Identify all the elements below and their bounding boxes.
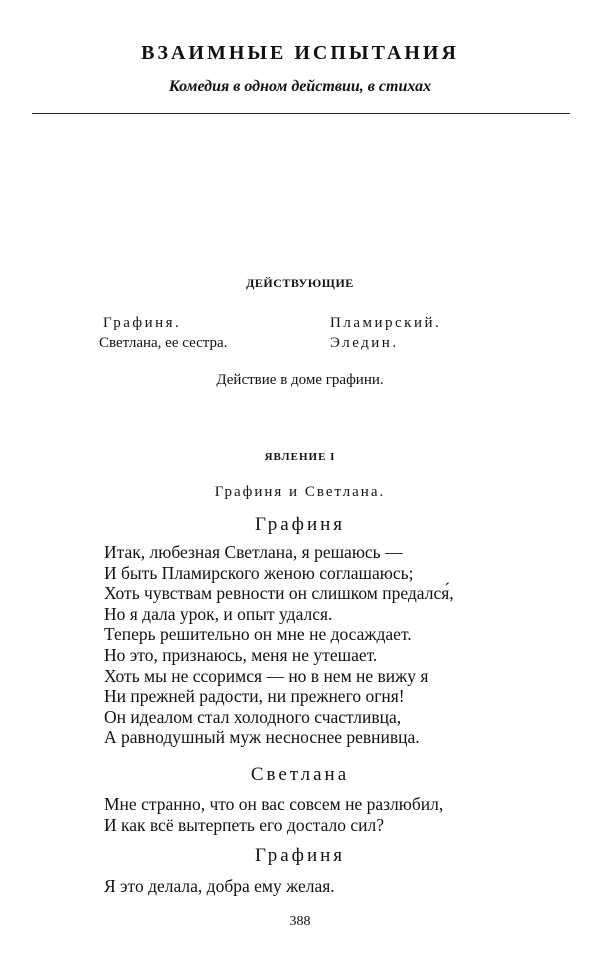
verse-line: И быть Пламирского женою соглашаюсь; — [104, 562, 414, 583]
setting-note: Действие в доме графини. — [216, 372, 384, 388]
stage-direction: Графиня и Светлана. — [214, 484, 386, 500]
verse-line: Но это, признаюсь, меня не утешает. — [104, 644, 378, 665]
cast-member: Эледин. — [330, 335, 399, 351]
speaker-name: Графиня — [254, 845, 346, 866]
page-number: 388 — [289, 914, 311, 929]
verse-block — [104, 542, 584, 748]
scene-heading: ЯВЛЕНИЕ I — [264, 451, 336, 463]
cast-member: Пламирский. — [330, 315, 442, 331]
verse-block — [104, 876, 584, 897]
verse-line: Но я дала урок, и опыт удался. — [104, 603, 333, 624]
verse-line: Ни прежней радости, ни прежнего огня! — [104, 686, 405, 707]
verse-line: Я это делала, добра ему желая. — [104, 876, 335, 896]
verse-line: Итак, любезная Светлана, я решаюсь — — [104, 542, 403, 562]
cast-heading: ДЕЙСТВУЮЩИЕ — [246, 276, 354, 290]
speaker-name: Графиня — [254, 514, 346, 535]
verse-line: А равнодушный муж несноснее ревнивца. — [104, 727, 420, 748]
cast-member-text: Светлана, ее сестра. — [99, 335, 228, 351]
cast-member: Графиня. — [103, 315, 182, 331]
cast-member — [99, 335, 227, 352]
verse-line: И как всё вытерпеть его достало сил? — [104, 814, 385, 835]
page-title: ВЗАИМНЫЕ ИСПЫТАНИЯ — [141, 42, 459, 64]
verse-block — [104, 794, 584, 835]
verse-line: Хоть мы не ссоримся — но в нем не вижу я — [104, 665, 429, 686]
verse-line: Мне странно, что он вас совсем не разлюбил, — [104, 794, 444, 814]
verse-line: Он идеалом стал холодного счастливца, — [104, 706, 402, 727]
page-subtitle: Комедия в одном действии, в стихах — [168, 78, 432, 95]
speaker-name: Светлана — [250, 764, 350, 785]
verse-line: Теперь решительно он мне не досаждает. — [104, 624, 412, 645]
header-divider — [32, 113, 570, 114]
verse-line: Хоть чувствам ревности он слишком предался́, — [104, 583, 454, 604]
